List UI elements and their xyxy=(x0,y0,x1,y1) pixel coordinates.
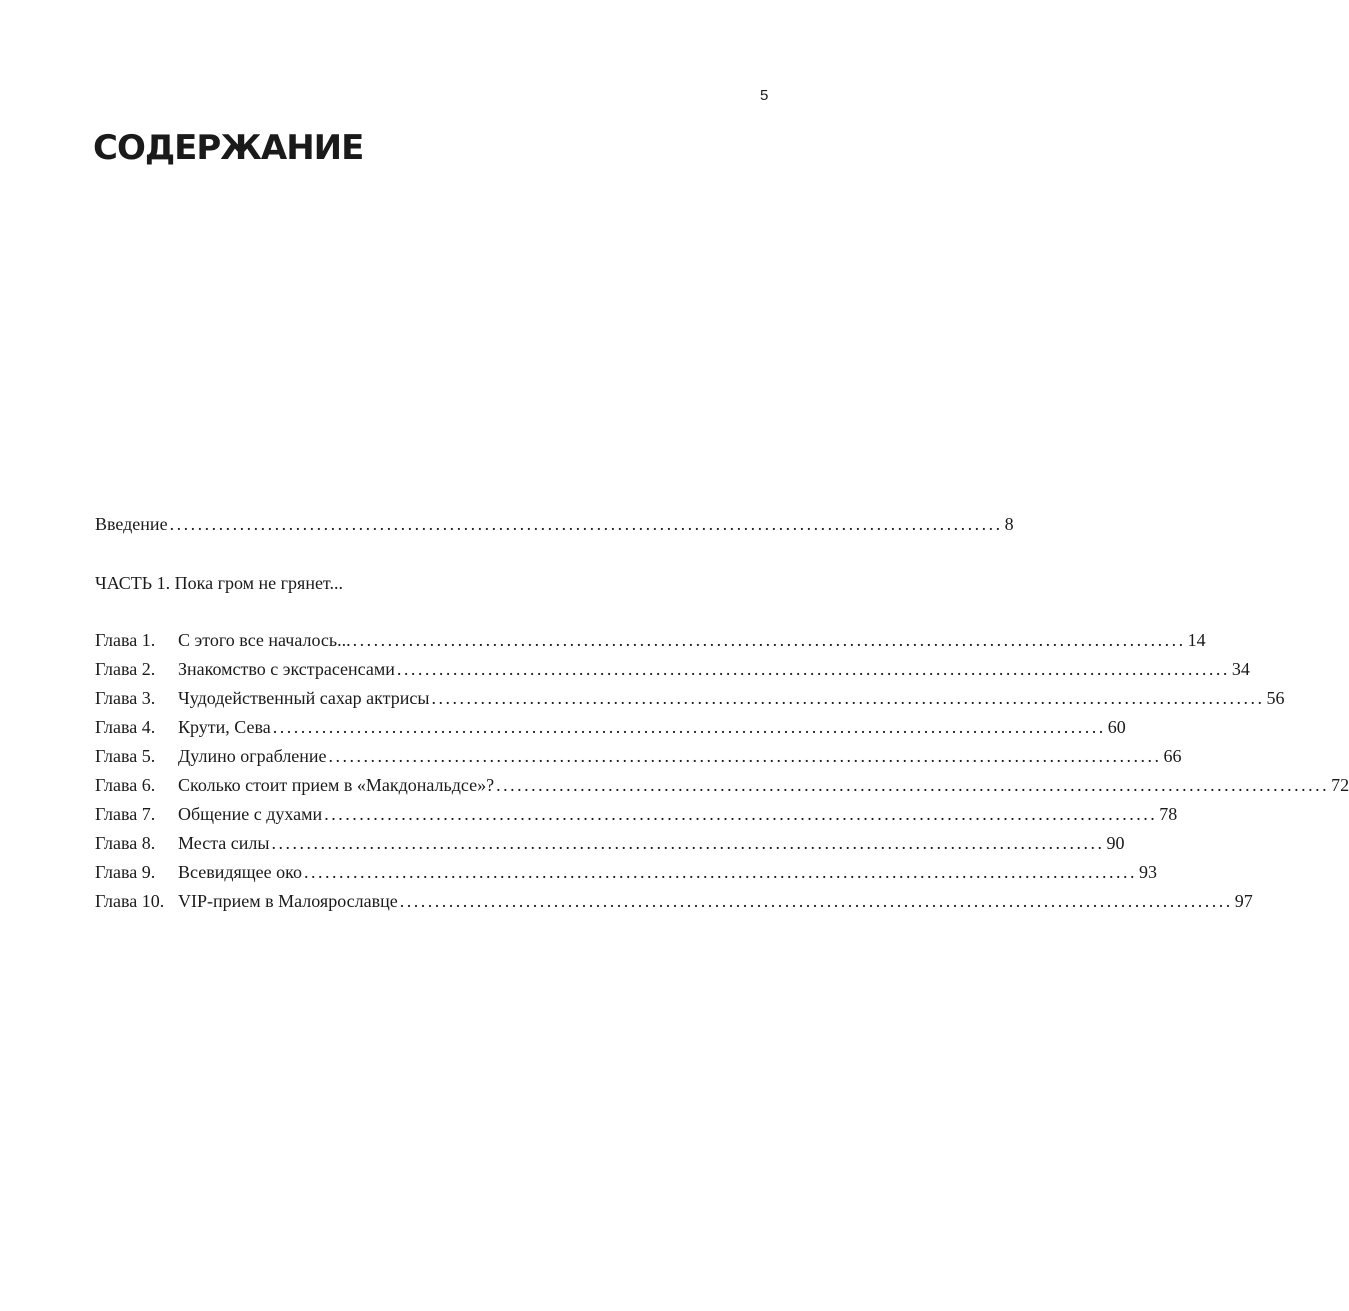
chapter-label: Глава 1. xyxy=(95,630,156,650)
chapter-title: Чудодейственный сахар актрисы xyxy=(178,688,430,708)
chapter-page: 90 xyxy=(1106,833,1125,853)
chapter-label: Глава 9. xyxy=(95,862,156,882)
chapter-title: Дулино ограбление xyxy=(178,746,327,766)
chapter-label: Глава 4. xyxy=(95,717,156,737)
dot-leader: ....................................................................................................................... xyxy=(271,833,1105,853)
chapter-page: 93 xyxy=(1138,862,1157,882)
chapter-page: 66 xyxy=(1163,746,1182,766)
page-number: 5 xyxy=(760,87,769,104)
chapter-page: 34 xyxy=(1231,659,1250,679)
toc-entry-chapter-2[interactable] xyxy=(95,655,1250,684)
dot-leader: ....................................................................................................................... xyxy=(496,775,1330,795)
chapter-label: Глава 7. xyxy=(95,804,156,824)
chapter-page: 78 xyxy=(1159,804,1178,824)
dot-leader: ....................................................................................................................... xyxy=(396,659,1230,679)
dot-leader: ....................................................................................................................... xyxy=(352,630,1186,650)
page-title: СОДЕРЖАНИЕ xyxy=(93,128,364,168)
toc-entry-chapter-3[interactable] xyxy=(95,684,1285,713)
chapter-title: Места силы xyxy=(178,833,270,853)
toc-entry-chapter-7[interactable] xyxy=(95,800,1178,829)
toc-entry-intro[interactable] xyxy=(95,510,1014,539)
chapter-title: Крути, Сева xyxy=(178,717,271,737)
chapter-label: Глава 5. xyxy=(95,746,156,766)
toc-chapters xyxy=(95,626,1349,916)
chapter-label: Глава 2. xyxy=(95,659,156,679)
chapter-label: Глава 10. xyxy=(95,891,165,911)
toc-entry-chapter-10[interactable] xyxy=(95,887,1253,916)
dot-leader: ....................................................................................................................... xyxy=(328,746,1162,766)
chapter-title: Знакомство с экстрасенсами xyxy=(178,659,395,679)
dot-leader: ....................................................................................................................... xyxy=(431,688,1265,708)
toc-entry-chapter-8[interactable] xyxy=(95,829,1125,858)
chapter-page: 72 xyxy=(1331,775,1349,795)
chapter-title: Всевидящее око xyxy=(178,862,302,882)
part-heading xyxy=(95,569,633,598)
dot-leader: ....................................................................................................................... xyxy=(169,514,1003,534)
intro-page: 8 xyxy=(1004,514,1014,534)
toc-entry-chapter-9[interactable] xyxy=(95,858,1157,887)
toc-intro xyxy=(95,510,1014,539)
chapter-page: 97 xyxy=(1234,891,1253,911)
chapter-page: 56 xyxy=(1266,688,1285,708)
dot-leader: ....................................................................................................................... xyxy=(324,804,1158,824)
toc-entry-chapter-4[interactable] xyxy=(95,713,1126,742)
chapter-title: С этого все началось... xyxy=(178,630,351,650)
chapter-page: 14 xyxy=(1187,630,1206,650)
toc-entry-chapter-1[interactable] xyxy=(95,626,1206,655)
chapter-page: 60 xyxy=(1107,717,1126,737)
chapter-title: VIP-прием в Малоярославце xyxy=(178,891,398,911)
chapter-label: Глава 6. xyxy=(95,775,156,795)
dot-leader: ....................................................................................................................... xyxy=(272,717,1106,737)
chapter-label: Глава 8. xyxy=(95,833,156,853)
chapter-title: Сколько стоит прием в «Макдональдсе»? xyxy=(178,775,495,795)
chapter-title: Общение с духами xyxy=(178,804,323,824)
dot-leader: ....................................................................................................................... xyxy=(399,891,1233,911)
part-title: ЧАСТЬ 1. Пока гром не грянет... xyxy=(95,573,343,593)
intro-title: Введение xyxy=(95,514,168,534)
toc-entry-chapter-6[interactable] xyxy=(95,771,1349,800)
toc-entry-chapter-5[interactable] xyxy=(95,742,1182,771)
toc-part xyxy=(95,569,633,598)
chapter-label: Глава 3. xyxy=(95,688,156,708)
dot-leader: ....................................................................................................................... xyxy=(303,862,1137,882)
